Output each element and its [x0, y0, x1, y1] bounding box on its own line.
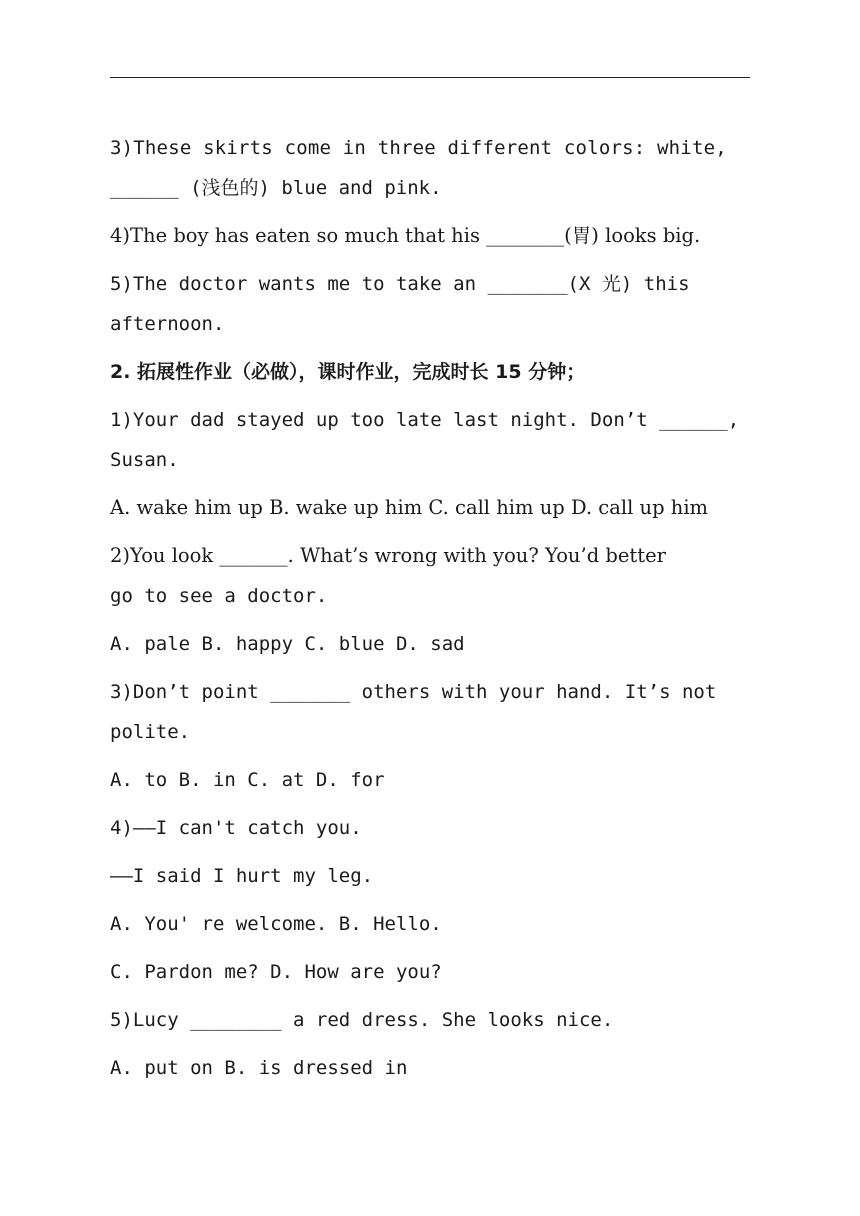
mc1-question-line1: 1)Your dad stayed up too late last night. Don’t ______,	[110, 409, 740, 431]
mc3-question-line1: 3)Don’t point _______ others with your hand. It’s not	[110, 681, 717, 703]
mc5-question: 5)Lucy ________ a red dress. She looks nice.	[110, 1009, 614, 1031]
mc1-question-line2: Susan.	[110, 449, 179, 471]
q3-text-line2: ______ (浅色的) blue and pink.	[110, 177, 442, 199]
mc2-question-line2: go to see a doctor.	[110, 585, 328, 607]
q5-text-line1: 5)The doctor wants me to take an _______(X 光) this	[110, 273, 690, 295]
section-heading: 2. 拓展性作业（必做），课时作业，完成时长 15 分钟；	[110, 361, 586, 383]
mc3-options: A. to B. in C. at D. for	[110, 769, 385, 791]
mc3-question-line2: polite.	[110, 721, 191, 743]
mc2-options: A. pale B. happy C. blue D. sad	[110, 633, 465, 655]
mc4-dialogue-line1: 4)——I can't catch you.	[110, 817, 362, 839]
document-body	[110, 128, 750, 1088]
q5-text-line2: afternoon.	[110, 313, 225, 335]
header-rule	[110, 77, 750, 78]
mc1-options: A. wake him up B. wake up him C. call him up D. call up him	[110, 496, 709, 519]
mc4-options-line2: C. Pardon me? D. How are you?	[110, 961, 442, 983]
mc5-options: A. put on B. is dressed in	[110, 1057, 408, 1079]
mc4-dialogue-line2: ——I said I hurt my leg.	[110, 865, 374, 887]
mc4-options-line1: A. You' re welcome. B. Hello.	[110, 913, 442, 935]
q4-text: 4)The boy has eaten so much that his ________(胃) looks big.	[110, 224, 701, 247]
q3-text-line1: 3)These skirts come in three different colors: white,	[110, 137, 727, 159]
mc2-question-line1: 2)You look _______. What’s wrong with you? You’d better	[110, 544, 666, 567]
